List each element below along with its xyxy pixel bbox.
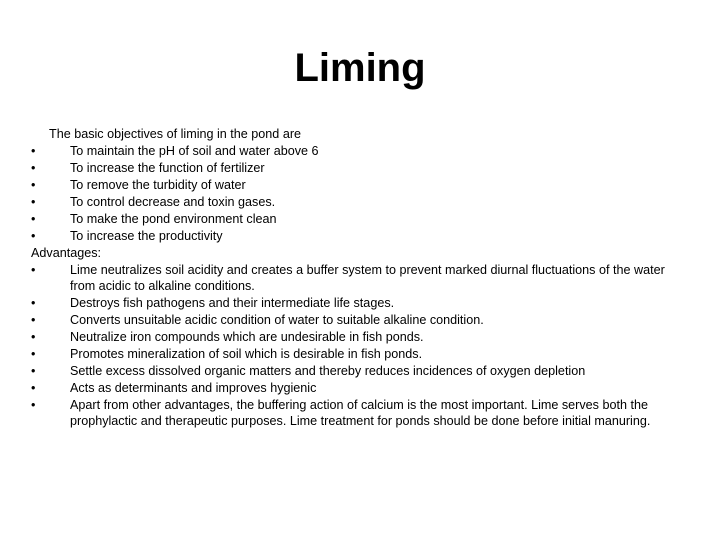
advantage-item: • Acts as determinants and improves hygienic [31,381,317,395]
bullet-icon: • [31,296,36,310]
advantage-item: • Lime neutralizes soil acidity and creates a buffer system to prevent marked diurnal fluctuations of the water from acidic to alkaline conditions. [31,263,665,293]
advantage-item: • Settle excess dissolved organic matters and thereby reduces incidences of oxygen depletion [31,364,586,378]
objectives-list [31,143,681,245]
slide-title: Liming [294,46,426,90]
bullet-icon: • [31,263,36,277]
bullet-icon: • [31,364,36,378]
objective-item: • To increase the productivity [31,229,223,243]
bullet-icon: • [31,313,36,327]
bullet-icon: • [31,330,36,344]
bullet-icon: • [31,229,36,243]
slide-body [31,126,681,430]
objective-item: • To make the pond environment clean [31,212,277,226]
objective-item: • To maintain the pH of soil and water above 6 [31,144,319,158]
advantage-item: • Promotes mineralization of soil which is desirable in fish ponds. [31,347,423,361]
advantage-item: • Neutralize iron compounds which are undesirable in fish ponds. [31,330,424,344]
bullet-icon: • [31,398,36,412]
objective-item: • To increase the function of fertilizer [31,161,265,175]
bullet-icon: • [31,161,36,175]
intro-text: The basic objectives of liming in the pond are [49,127,302,141]
advantage-item: • Apart from other advantages, the buffering action of calcium is the most important. Lime serves both the prophylactic and therapeutic purposes. Lime treatment for ponds should be done before initial manuring. [31,398,651,428]
bullet-icon: • [31,144,36,158]
objective-item: • To remove the turbidity of water [31,178,246,192]
advantage-item: • Converts unsuitable acidic condition of water to suitable alkaline condition. [31,313,484,327]
objective-item: • To control decrease and toxin gases. [31,195,276,209]
bullet-icon: • [31,178,36,192]
bullet-icon: • [31,347,36,361]
bullet-icon: • [31,212,36,226]
advantages-heading: Advantages: [31,246,102,260]
advantages-list [31,262,681,429]
bullet-icon: • [31,195,36,209]
bullet-icon: • [31,381,36,395]
advantage-item: • Destroys fish pathogens and their intermediate life stages. [31,296,395,310]
